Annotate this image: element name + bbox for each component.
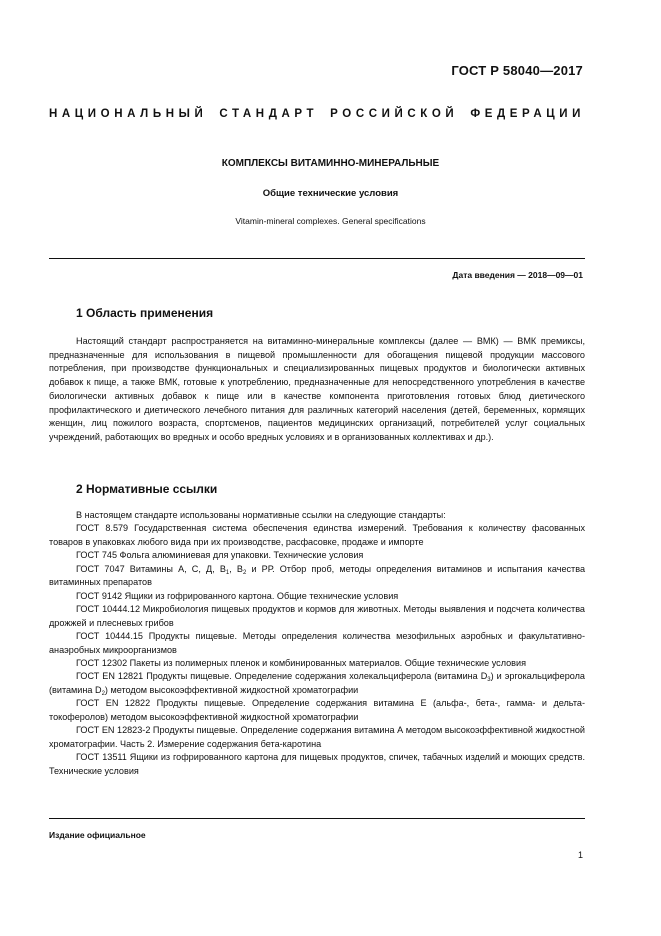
document-title-english: Vitamin-mineral complexes. General specifications [235,216,426,226]
section-1-paragraph: Настоящий стандарт распространяется на витаминно-минеральные комплексы (далее — ВМК) — ВМК премиксы, предназначенные для использования в пищевой промышленности для обогащения пищевой продукции массового потребления, при производстве функциональных и специализированных пищевых продуктов и биологически активных добавок к пище, а также ВМК, готовые к употреблению, предназначенные для непосредственного употребления в качестве биологически активных добавок к пище или в качестве компонента приготовления готовых блюд диетического профилактического и диетического лечебного питания для различных категорий населения (детей, беременных, кормящих женщин, лиц пожилого возраста, спортсменов, пациентов медицинских организаций, потребителей услуг социальных учреждений, работающих во вредных и особо вредных условиях и в организованных коллективах и др.). [49,336,585,442]
reference-item: ГОСТ 10444.12 Микробиология пищевых продуктов и кормов для животных. Методы выявления и подсчета количества дрожжей и плесневых грибов [49,604,585,628]
reference-item: ГОСТ EN 12822 Продукты пищевые. Определение содержания витамина Е (альфа-, бета-, гамма- и дельта-токоферолов) методом высокоэффективной жидкостной хроматографии [49,698,585,722]
reference-item: ГОСТ 745 Фольга алюминиевая для упаковки. Технические условия [76,550,364,561]
document-code: ГОСТ Р 58040—2017 [451,63,583,78]
reference-item: ГОСТ EN 12821 Продукты пищевые. Определение содержания холекальциферола (витамина $D_3$) и эргокальциферола (витамина $D_2$) методом высокоэффективной жидкостной хроматографии [49,671,585,697]
national-standard-banner [49,108,585,120]
reference-item: ГОСТ 7047 Витамины А, С, Д, $В_1$, $В_2$ и РР. Отбор проб, методы определения витаминов и испытания качества витаминных препаратов [49,563,586,588]
normative-references-list [49,509,585,778]
section-1-body [49,335,585,445]
section-2-heading: 2 Нормативные ссылки [76,482,218,496]
reference-item: ГОСТ 13511 Ящики из гофрированного картона для пищевых продуктов, спичек, табачных изделий и моющих средств. Технические условия [49,752,585,776]
banner-word: ФЕДЕРАЦИИ [470,108,585,120]
reference-item: ГОСТ 12302 Пакеты из полимерных пленок и комбинированных материалов. Общие технические условия [76,657,527,668]
reference-item: ГОСТ 10444.15 Продукты пищевые. Методы определения количества мезофильных аэробных и факультативно-анаэробных микроорганизмов [49,631,585,655]
reference-item: ГОСТ 8.579 Государственная система обеспечения единства измерений. Требования к количеству фасованных товаров в упаковках любого вида при их производстве, расфасовке, продаже и импорте [49,523,585,547]
page-number: 1 [577,850,583,860]
document-subtitle: Общие технические условия [262,188,399,199]
official-edition-label: Издание официальное [49,830,146,840]
references-intro: В настоящем стандарте использованы нормативные ссылки на следующие стандарты: [76,510,446,520]
document-title: КОМПЛЕКСЫ ВИТАМИННО-МИНЕРАЛЬНЫЕ [221,158,440,169]
header-divider [49,258,585,259]
footer-divider [49,818,585,819]
banner-word: НАЦИОНАЛЬНЫЙ [49,108,208,120]
reference-item: ГОСТ 9142 Ящики из гофрированного картона. Общие технические условия [76,590,399,601]
banner-word: РОССИЙСКОЙ [330,108,459,120]
banner-word: СТАНДАРТ [219,108,319,120]
reference-item: ГОСТ EN 12823-2 Продукты пищевые. Определение содержания витамина А методом высокоэффективной жидкостной хроматографии. Часть 2. Измерение содержания бета-каротина [49,725,585,749]
section-1-heading: 1 Область применения [76,306,214,320]
introduction-date: Дата введения — 2018—09—01 [452,270,583,280]
